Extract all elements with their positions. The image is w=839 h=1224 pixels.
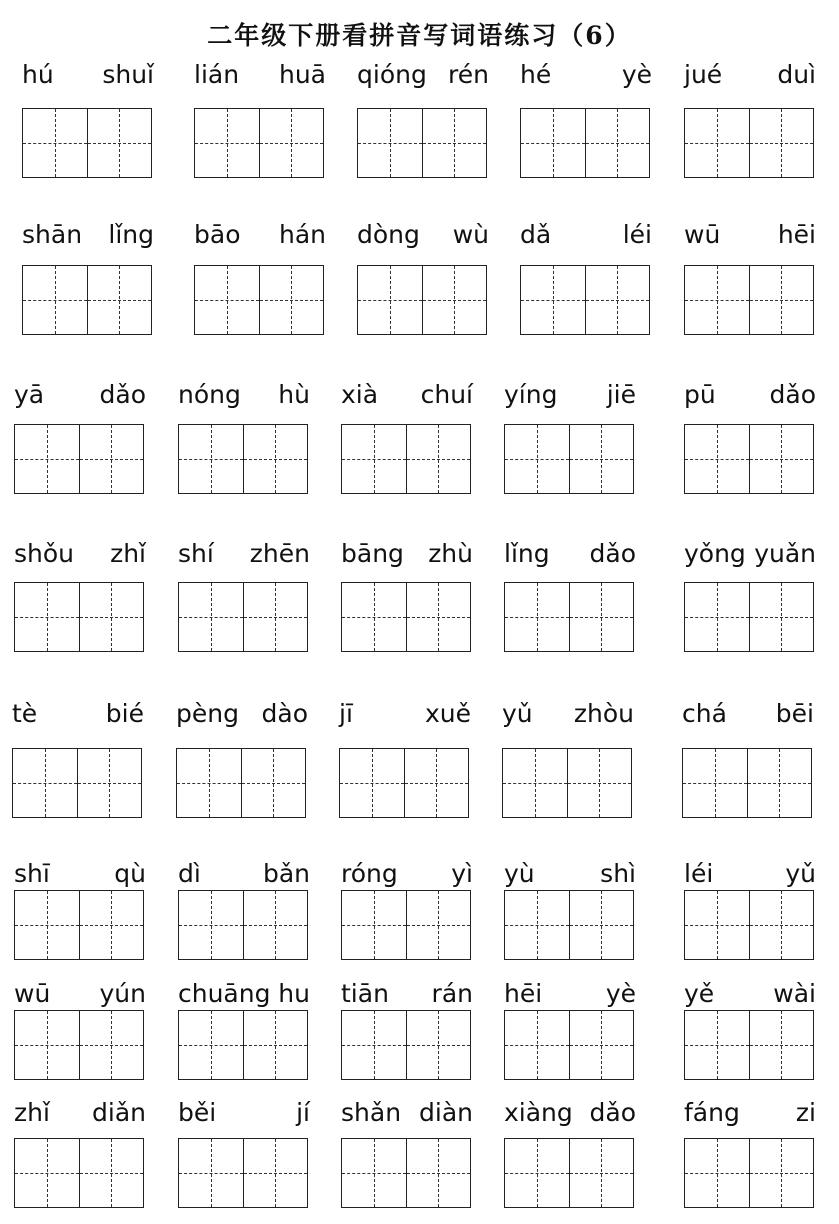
pinyin-syllable: bēi — [775, 699, 814, 728]
pinyin-syllable: chá — [682, 699, 727, 728]
pinyin-syllable: xià — [341, 380, 379, 409]
character-box[interactable] — [79, 1011, 144, 1079]
character-box[interactable] — [749, 425, 814, 493]
character-box[interactable] — [749, 891, 814, 959]
character-box[interactable] — [179, 425, 243, 493]
writing-grid[interactable] — [504, 424, 634, 494]
pinyin-syllable: qióng — [357, 60, 427, 89]
writing-grid[interactable] — [684, 582, 814, 652]
character-box[interactable] — [342, 1011, 406, 1079]
character-box[interactable] — [77, 749, 142, 817]
pinyin-label — [676, 697, 820, 731]
pinyin-syllable: yù — [504, 859, 535, 888]
character-box[interactable] — [406, 1139, 471, 1207]
pinyin-label — [351, 218, 495, 252]
writing-grid[interactable] — [178, 1138, 308, 1208]
pinyin-syllable: shǒu — [14, 539, 75, 568]
pinyin-syllable: rán — [431, 979, 473, 1008]
writing-grid[interactable] — [341, 582, 471, 652]
pinyin-syllable: shí — [178, 539, 214, 568]
character-box[interactable] — [243, 1139, 308, 1207]
pinyin-label — [8, 857, 152, 891]
pinyin-syllable: yā — [14, 380, 45, 409]
pinyin-syllable: hēi — [777, 220, 816, 249]
writing-grid[interactable] — [14, 1138, 144, 1208]
character-box[interactable] — [585, 266, 650, 334]
pinyin-label — [172, 378, 316, 412]
pinyin-syllable: xiàng — [504, 1098, 573, 1127]
writing-grid[interactable] — [504, 890, 634, 960]
pinyin-syllable: róng — [341, 859, 398, 888]
character-box[interactable] — [342, 425, 406, 493]
pinyin-syllable: shuǐ — [102, 60, 154, 89]
writing-grid[interactable] — [178, 890, 308, 960]
writing-grid[interactable] — [682, 748, 812, 818]
character-box[interactable] — [179, 891, 243, 959]
pinyin-syllable: hán — [278, 220, 326, 249]
pinyin-syllable: bié — [105, 699, 144, 728]
character-box[interactable] — [259, 109, 324, 177]
character-box[interactable] — [179, 1139, 243, 1207]
character-box[interactable] — [569, 891, 634, 959]
character-box[interactable] — [685, 425, 749, 493]
character-box[interactable] — [15, 1011, 79, 1079]
pinyin-syllable: bāo — [194, 220, 241, 249]
pinyin-syllable: hu — [278, 979, 310, 1008]
writing-grid[interactable] — [339, 748, 469, 818]
writing-grid[interactable] — [684, 424, 814, 494]
pinyin-label — [678, 378, 822, 412]
pinyin-label — [498, 977, 642, 1011]
writing-grid[interactable] — [178, 582, 308, 652]
writing-grid[interactable] — [504, 1138, 634, 1208]
pinyin-syllable: dǎo — [589, 539, 636, 568]
writing-grid[interactable] — [194, 108, 324, 178]
pinyin-label — [335, 857, 479, 891]
character-box[interactable] — [13, 749, 77, 817]
pinyin-syllable: yǔ — [785, 859, 816, 888]
writing-grid[interactable] — [504, 582, 634, 652]
writing-grid[interactable] — [520, 265, 650, 335]
writing-grid[interactable] — [194, 265, 324, 335]
character-box[interactable] — [79, 425, 144, 493]
pinyin-label — [498, 537, 642, 571]
character-box[interactable] — [79, 1139, 144, 1207]
pinyin-syllable: běi — [178, 1098, 217, 1127]
pinyin-syllable: hú — [22, 60, 54, 89]
pinyin-syllable: wù — [452, 220, 489, 249]
pinyin-label — [678, 857, 822, 891]
character-box[interactable] — [179, 583, 243, 651]
character-box[interactable] — [685, 1139, 749, 1207]
pinyin-label — [678, 1096, 822, 1130]
pinyin-syllable: bāng — [341, 539, 404, 568]
writing-grid[interactable] — [176, 748, 306, 818]
character-box[interactable] — [241, 749, 306, 817]
writing-grid[interactable] — [357, 108, 487, 178]
character-box[interactable] — [23, 266, 87, 334]
writing-grid[interactable] — [684, 265, 814, 335]
pinyin-syllable: huā — [278, 60, 326, 89]
writing-grid[interactable] — [14, 424, 144, 494]
character-box[interactable] — [749, 1011, 814, 1079]
pinyin-syllable: zhǐ — [110, 539, 146, 568]
pinyin-label — [335, 1096, 479, 1130]
character-box[interactable] — [749, 266, 814, 334]
writing-grid[interactable] — [22, 108, 152, 178]
character-box[interactable] — [342, 891, 406, 959]
pinyin-syllable: diǎn — [92, 1098, 146, 1127]
character-box[interactable] — [521, 109, 585, 177]
character-box[interactable] — [505, 425, 569, 493]
character-box[interactable] — [685, 583, 749, 651]
pinyin-label — [8, 977, 152, 1011]
character-box[interactable] — [422, 109, 487, 177]
pinyin-syllable: jiē — [606, 380, 636, 409]
pinyin-label — [678, 977, 822, 1011]
character-box[interactable] — [585, 109, 650, 177]
pinyin-label — [514, 58, 658, 92]
character-box[interactable] — [87, 266, 152, 334]
pinyin-label — [514, 218, 658, 252]
pinyin-syllable: shǎn — [341, 1098, 402, 1127]
pinyin-syllable: zi — [795, 1098, 816, 1127]
character-box[interactable] — [195, 266, 259, 334]
pinyin-syllable: jí — [296, 1098, 310, 1127]
character-box[interactable] — [79, 583, 144, 651]
character-box[interactable] — [567, 749, 632, 817]
pinyin-label — [16, 58, 160, 92]
writing-grid[interactable] — [178, 1010, 308, 1080]
pinyin-syllable: yuǎn — [754, 539, 816, 568]
character-box[interactable] — [406, 583, 471, 651]
writing-grid[interactable] — [12, 748, 142, 818]
character-box[interactable] — [243, 1011, 308, 1079]
character-box[interactable] — [342, 1139, 406, 1207]
pinyin-syllable: zhù — [428, 539, 473, 568]
writing-grid[interactable] — [502, 748, 632, 818]
pinyin-label — [8, 537, 152, 571]
writing-grid[interactable] — [341, 890, 471, 960]
page-title: 二年级下册看拼音写词语练习（6） — [207, 21, 632, 50]
character-box[interactable] — [685, 266, 749, 334]
writing-grid[interactable] — [684, 1138, 814, 1208]
writing-grid[interactable] — [341, 424, 471, 494]
writing-grid[interactable] — [684, 890, 814, 960]
writing-grid[interactable] — [504, 1010, 634, 1080]
pinyin-label — [8, 378, 152, 412]
character-box[interactable] — [404, 749, 469, 817]
pinyin-syllable: dǎo — [769, 380, 816, 409]
pinyin-label — [16, 218, 160, 252]
pinyin-syllable: wū — [684, 220, 721, 249]
pinyin-label — [335, 977, 479, 1011]
pinyin-syllable: nóng — [178, 380, 241, 409]
character-box[interactable] — [15, 1139, 79, 1207]
character-box[interactable] — [179, 1011, 243, 1079]
character-box[interactable] — [15, 891, 79, 959]
pinyin-syllable: pèng — [176, 699, 239, 728]
pinyin-syllable: léi — [684, 859, 714, 888]
writing-grid[interactable] — [14, 890, 144, 960]
character-box[interactable] — [342, 583, 406, 651]
pinyin-label — [333, 697, 477, 731]
pinyin-syllable: dǎo — [99, 380, 146, 409]
pinyin-syllable: qù — [114, 859, 146, 888]
pinyin-syllable: dào — [261, 699, 308, 728]
pinyin-label — [496, 697, 640, 731]
character-box[interactable] — [422, 266, 487, 334]
pinyin-syllable: duì — [777, 60, 816, 89]
pinyin-syllable: lián — [194, 60, 240, 89]
pinyin-syllable: zhǐ — [14, 1098, 50, 1127]
pinyin-label — [172, 1096, 316, 1130]
character-box[interactable] — [749, 109, 814, 177]
writing-grid[interactable] — [341, 1138, 471, 1208]
character-box[interactable] — [406, 425, 471, 493]
pinyin-label — [335, 537, 479, 571]
pinyin-syllable: yǔ — [502, 699, 533, 728]
pinyin-label — [172, 537, 316, 571]
pinyin-label — [498, 857, 642, 891]
character-box[interactable] — [195, 109, 259, 177]
pinyin-label — [498, 378, 642, 412]
character-box[interactable] — [406, 891, 471, 959]
pinyin-syllable: lǐng — [108, 220, 154, 249]
pinyin-syllable: léi — [622, 220, 652, 249]
pinyin-label — [170, 697, 314, 731]
pinyin-label — [6, 697, 150, 731]
character-box[interactable] — [685, 891, 749, 959]
pinyin-syllable: yíng — [504, 380, 558, 409]
pinyin-syllable: yǒng — [684, 539, 746, 568]
character-box[interactable] — [23, 109, 87, 177]
pinyin-syllable: lǐng — [504, 539, 550, 568]
writing-grid[interactable] — [341, 1010, 471, 1080]
character-box[interactable] — [79, 891, 144, 959]
writing-grid[interactable] — [357, 265, 487, 335]
character-box[interactable] — [15, 583, 79, 651]
character-box[interactable] — [569, 1011, 634, 1079]
character-box[interactable] — [505, 1139, 569, 1207]
pinyin-syllable: shī — [14, 859, 50, 888]
pinyin-syllable: shān — [22, 220, 83, 249]
pinyin-label — [172, 977, 316, 1011]
pinyin-syllable: chuí — [420, 380, 473, 409]
pinyin-syllable: yè — [621, 60, 652, 89]
pinyin-label — [188, 58, 332, 92]
pinyin-syllable: wài — [773, 979, 816, 1008]
pinyin-label — [678, 58, 822, 92]
pinyin-syllable: chuāng — [178, 979, 271, 1008]
pinyin-label — [498, 1096, 642, 1130]
pinyin-syllable: hēi — [504, 979, 543, 1008]
character-box[interactable] — [358, 109, 422, 177]
writing-grid[interactable] — [684, 108, 814, 178]
character-box[interactable] — [358, 266, 422, 334]
pinyin-syllable: yì — [451, 859, 473, 888]
pinyin-syllable: jī — [339, 699, 353, 728]
character-box[interactable] — [243, 425, 308, 493]
pinyin-syllable: xuě — [424, 699, 471, 728]
pinyin-syllable: diàn — [419, 1098, 473, 1127]
pinyin-syllable: hù — [278, 380, 310, 409]
pinyin-label — [335, 378, 479, 412]
pinyin-syllable: shì — [600, 859, 636, 888]
pinyin-label — [678, 537, 822, 571]
character-box[interactable] — [685, 109, 749, 177]
pinyin-syllable: jué — [684, 60, 723, 89]
character-box[interactable] — [747, 749, 812, 817]
character-box[interactable] — [505, 583, 569, 651]
character-box[interactable] — [521, 266, 585, 334]
pinyin-syllable: bǎn — [262, 859, 310, 888]
pinyin-syllable: pū — [684, 380, 716, 409]
pinyin-syllable: yè — [605, 979, 636, 1008]
character-box[interactable] — [177, 749, 241, 817]
pinyin-syllable: rén — [448, 60, 489, 89]
pinyin-syllable: fáng — [684, 1098, 740, 1127]
character-box[interactable] — [569, 1139, 634, 1207]
pinyin-syllable: zhòu — [573, 699, 634, 728]
pinyin-syllable: zhēn — [249, 539, 310, 568]
character-box[interactable] — [569, 583, 634, 651]
character-box[interactable] — [683, 749, 747, 817]
character-box[interactable] — [406, 1011, 471, 1079]
pinyin-syllable: tiān — [341, 979, 389, 1008]
pinyin-syllable: dì — [178, 859, 201, 888]
character-box[interactable] — [749, 583, 814, 651]
pinyin-syllable: tè — [12, 699, 38, 728]
writing-grid[interactable] — [14, 1010, 144, 1080]
character-box[interactable] — [685, 1011, 749, 1079]
character-box[interactable] — [340, 749, 404, 817]
writing-grid[interactable] — [178, 424, 308, 494]
character-box[interactable] — [259, 266, 324, 334]
pinyin-label — [188, 218, 332, 252]
character-box[interactable] — [243, 891, 308, 959]
pinyin-syllable: yún — [99, 979, 146, 1008]
character-box[interactable] — [243, 583, 308, 651]
pinyin-syllable: hé — [520, 60, 552, 89]
character-box[interactable] — [87, 109, 152, 177]
character-box[interactable] — [15, 425, 79, 493]
character-box[interactable] — [749, 1139, 814, 1207]
pinyin-label — [678, 218, 822, 252]
pinyin-syllable: yě — [684, 979, 715, 1008]
character-box[interactable] — [505, 891, 569, 959]
character-box[interactable] — [505, 1011, 569, 1079]
pinyin-label — [172, 857, 316, 891]
pinyin-syllable: dǎ — [520, 220, 552, 249]
writing-grid[interactable] — [684, 1010, 814, 1080]
pinyin-label — [351, 58, 495, 92]
writing-grid[interactable] — [22, 265, 152, 335]
pinyin-syllable: dǎo — [589, 1098, 636, 1127]
writing-grid[interactable] — [520, 108, 650, 178]
writing-grid[interactable] — [14, 582, 144, 652]
pinyin-label — [8, 1096, 152, 1130]
pinyin-syllable: dòng — [357, 220, 420, 249]
pinyin-syllable: wū — [14, 979, 51, 1008]
character-box[interactable] — [569, 425, 634, 493]
character-box[interactable] — [503, 749, 567, 817]
